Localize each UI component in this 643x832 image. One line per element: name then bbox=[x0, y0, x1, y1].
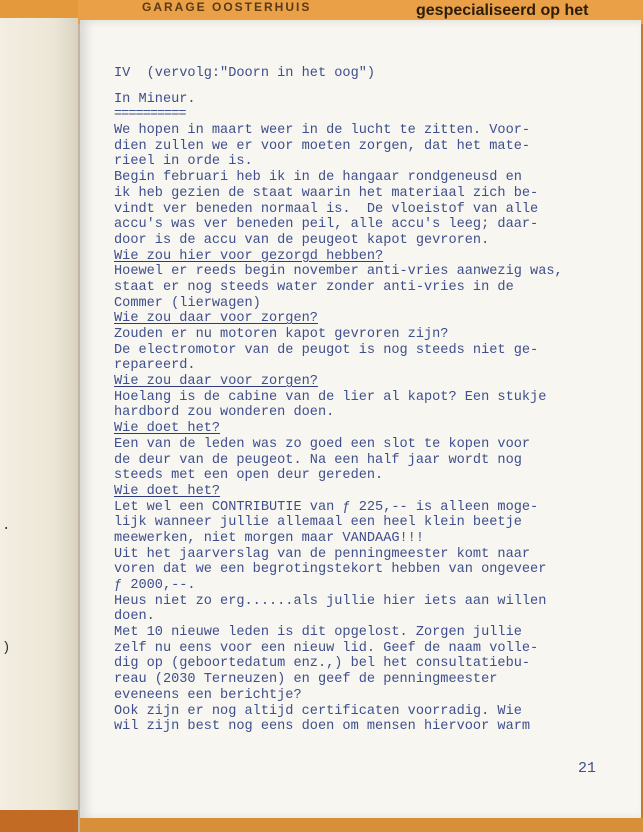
text-line: Begin februari heb ik in de hangaar rondgeneusd en bbox=[114, 170, 522, 186]
left-page-mark: ) bbox=[2, 640, 11, 656]
text-line: meewerken, niet morgen maar VANDAAG!!! bbox=[114, 530, 424, 546]
text-line: de deur van de peugeot. Na een half jaar wordt nog bbox=[114, 452, 522, 468]
advertisement-garage-name: GARAGE OOSTERHUIS bbox=[142, 0, 312, 14]
text-line: staat er nog steeds water zonder anti-vries in de bbox=[114, 279, 514, 295]
text-line: wil zijn best nog eens doen om mensen hiervoor warm bbox=[114, 719, 531, 735]
text-line: Met 10 nieuwe leden is dit opgelost. Zorgen jullie bbox=[114, 625, 522, 641]
section-title: In Mineur. bbox=[114, 91, 196, 107]
text-line: hardbord zou wonderen doen. bbox=[114, 405, 335, 421]
left-page bbox=[0, 0, 80, 832]
underlined-question-line: Wie doet het? bbox=[114, 421, 221, 437]
text-line: doen. bbox=[114, 609, 155, 625]
underlined-question-line: Wie zou hier voor gezorgd hebben? bbox=[114, 248, 384, 264]
section-rule: ========== bbox=[114, 107, 186, 123]
text-line: vindt ver beneden normaal is. De vloeistof van alle bbox=[114, 201, 539, 217]
text-line: dig op (geboortedatum enz.,) bel het consultatiebu- bbox=[114, 656, 531, 672]
text-line: Zouden er nu motoren kapot gevroren zijn? bbox=[114, 327, 449, 342]
text-line: Een van de leden was zo goed een slot te kopen voor bbox=[114, 436, 531, 452]
text-line: Ook zijn er nog altijd certificaten voorradig. Wie bbox=[114, 703, 522, 719]
bottom-edge-strip bbox=[80, 818, 643, 832]
text-line: We hopen in maart weer in de lucht te zitten. Voor- bbox=[114, 123, 531, 139]
left-page-top-strip bbox=[0, 0, 78, 18]
underlined-question-line: Wie zou daar voor zorgen? bbox=[114, 374, 318, 390]
typed-page bbox=[80, 20, 641, 820]
text-line: Hoewel er reeds begin november anti-vries aanwezig was, bbox=[114, 264, 563, 280]
text-line: ik heb gezien de staat waarin het materiaal zich be- bbox=[114, 185, 539, 201]
article-lines bbox=[114, 123, 629, 735]
left-page-mark: . bbox=[2, 518, 11, 534]
text-line: De electromotor van de peugot is nog steeds niet ge- bbox=[114, 342, 539, 358]
text-line: repareerd. bbox=[114, 358, 196, 374]
text-line: Uit het jaarverslag van de penningmeester komt naar bbox=[114, 546, 531, 562]
text-line: reau (2030 Terneuzen) en geef de penningmeester bbox=[114, 672, 498, 688]
text-line: Heus niet zo erg......als jullie hier iets aan willen bbox=[114, 593, 547, 609]
text-line: Commer (lierwagen) bbox=[114, 295, 261, 311]
underlined-question-line: Wie zou daar voor zorgen? bbox=[114, 311, 318, 327]
text-line: accu's was ver beneden peil, alle accu's leeg; daar- bbox=[114, 217, 539, 233]
page-number: 21 bbox=[578, 760, 597, 777]
article-heading: IV (vervolg:"Doorn in het oog") bbox=[114, 66, 376, 81]
text-line: steeds met een open deur gereden. bbox=[114, 468, 384, 484]
text-line: lijk wanneer jullie allemaal een heel klein beetje bbox=[114, 515, 522, 531]
advertisement-tagline: gespecialiseerd op het bbox=[416, 2, 589, 19]
text-line: door is de accu van de peugeot kapot gevroren. bbox=[114, 232, 490, 248]
text-line: zelf nu eens voor een nieuw lid. Geef de naam volle- bbox=[114, 640, 539, 656]
article-body bbox=[114, 66, 629, 735]
text-line: Let wel een CONTRIBUTIE van ƒ 225,-- is alleen moge- bbox=[114, 499, 539, 515]
text-line: ƒ 2000,--. bbox=[114, 578, 196, 593]
underlined-question-line: Wie doet het? bbox=[114, 483, 221, 499]
text-line: dien zullen we er voor moeten zorgen, dat het mate- bbox=[114, 138, 531, 154]
left-page-bottom-strip bbox=[0, 810, 78, 832]
text-line: Hoelang is de cabine van de lier al kapot? Een stukje bbox=[114, 389, 547, 405]
text-line: voren dat we een begrotingstekort hebben van ongeveer bbox=[114, 562, 547, 578]
text-line: eveneens een berichtje? bbox=[114, 687, 302, 703]
text-line: rieel in orde is. bbox=[114, 154, 253, 170]
